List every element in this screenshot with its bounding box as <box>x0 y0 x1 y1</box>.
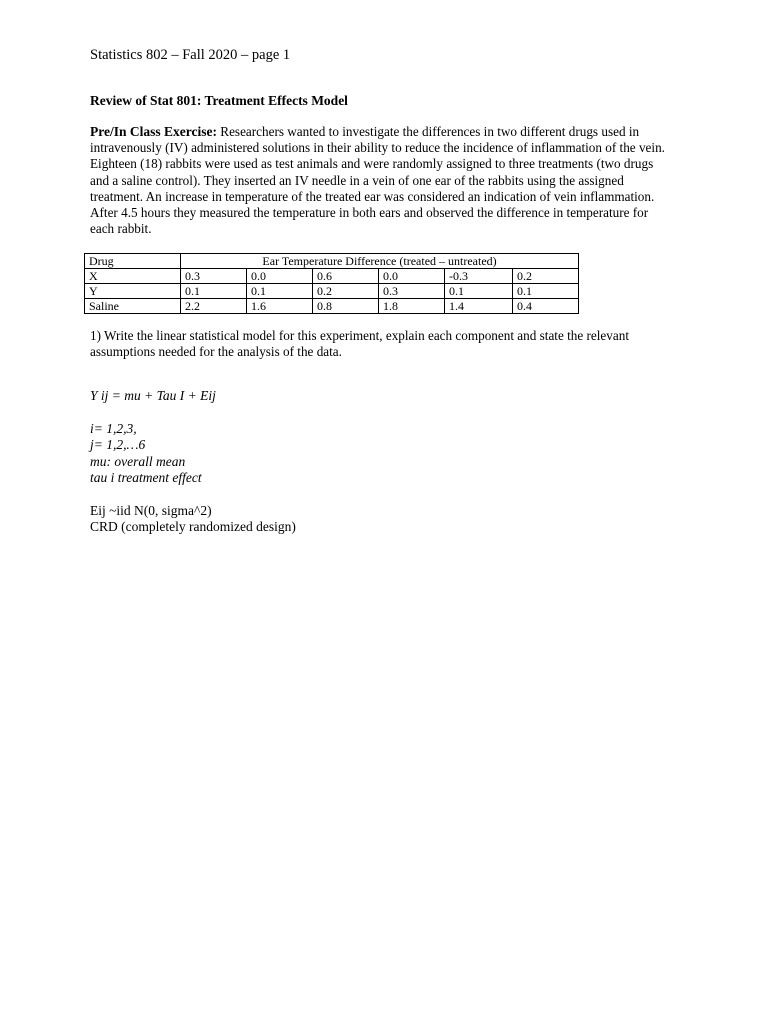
section-title: Review of Stat 801: Treatment Effects Model <box>90 93 348 108</box>
page-header: Statistics 802 – Fall 2020 – page 1 <box>90 47 291 63</box>
row-drug: Y <box>85 284 181 299</box>
intro-line-5: treatment. An increase in temperature of the treated ear was considered an indication of vein inflammation. <box>90 188 655 204</box>
intro-line-6: After 4.5 hours they measured the temperature in both ears and observed the difference in temperature for <box>90 205 649 221</box>
design-note: CRD (completely randomized design) <box>90 519 296 534</box>
cell: -0.3 <box>445 269 513 284</box>
cell: 0.3 <box>379 284 445 299</box>
intro-line-7: each rabbit. <box>90 221 152 237</box>
intro-line-3: Eighteen (18) rabbits were used as test animals and were randomly assigned to three treatments (two drugs <box>90 156 654 172</box>
question-line-2: assumptions needed for the analysis of the data. <box>90 344 342 360</box>
cell: 1.4 <box>445 299 513 314</box>
header-values: Ear Temperature Difference (treated – untreated) <box>181 254 579 269</box>
cell: 0.4 <box>513 299 579 314</box>
cell: 0.1 <box>513 284 579 299</box>
temperature-table <box>84 253 579 314</box>
cell: 1.8 <box>379 299 445 314</box>
intro-lead: Pre/In Class Exercise: <box>90 124 217 139</box>
cell: 0.1 <box>181 284 247 299</box>
cell: 0.1 <box>445 284 513 299</box>
cell: 1.6 <box>247 299 313 314</box>
cell: 0.3 <box>181 269 247 284</box>
table-row <box>85 269 579 284</box>
cell: 0.2 <box>313 284 379 299</box>
cell: 2.2 <box>181 299 247 314</box>
table-row <box>85 299 579 314</box>
table-row <box>85 284 579 299</box>
intro-paragraph <box>90 124 700 237</box>
cell: 0.0 <box>247 269 313 284</box>
error-assumption: Eij ~iid N(0, sigma^2) <box>90 503 212 518</box>
intro-line-2: intravenously (IV) administered solutions in their ability to reduce the incidence of inflammation of the vein. <box>90 140 665 156</box>
cell: 0.8 <box>313 299 379 314</box>
cell: 0.1 <box>247 284 313 299</box>
row-drug: X <box>85 269 181 284</box>
mu-definition: mu: overall mean <box>90 454 186 469</box>
question-1 <box>90 328 700 360</box>
question-line-1: 1) Write the linear statistical model for this experiment, explain each component and state the relevant <box>90 328 629 343</box>
header-drug: Drug <box>85 254 181 269</box>
row-drug: Saline <box>85 299 181 314</box>
cell: 0.6 <box>313 269 379 284</box>
tau-definition: tau i treatment effect <box>90 470 202 485</box>
table-header-row <box>85 254 579 269</box>
j-range: j= 1,2,…6 <box>90 437 146 452</box>
cell: 0.2 <box>513 269 579 284</box>
intro-line-4: and a saline control). They inserted an IV needle in a vein of one ear of the rabbits using the assigned <box>90 172 624 188</box>
cell: 0.0 <box>379 269 445 284</box>
intro-line-1 <box>90 124 700 140</box>
intro-text: Researchers wanted to investigate the differences in two different drugs used in <box>216 124 640 139</box>
model-equation: Y ij = mu + Tau I + Eij <box>90 388 216 403</box>
i-range: i= 1,2,3, <box>90 421 137 436</box>
